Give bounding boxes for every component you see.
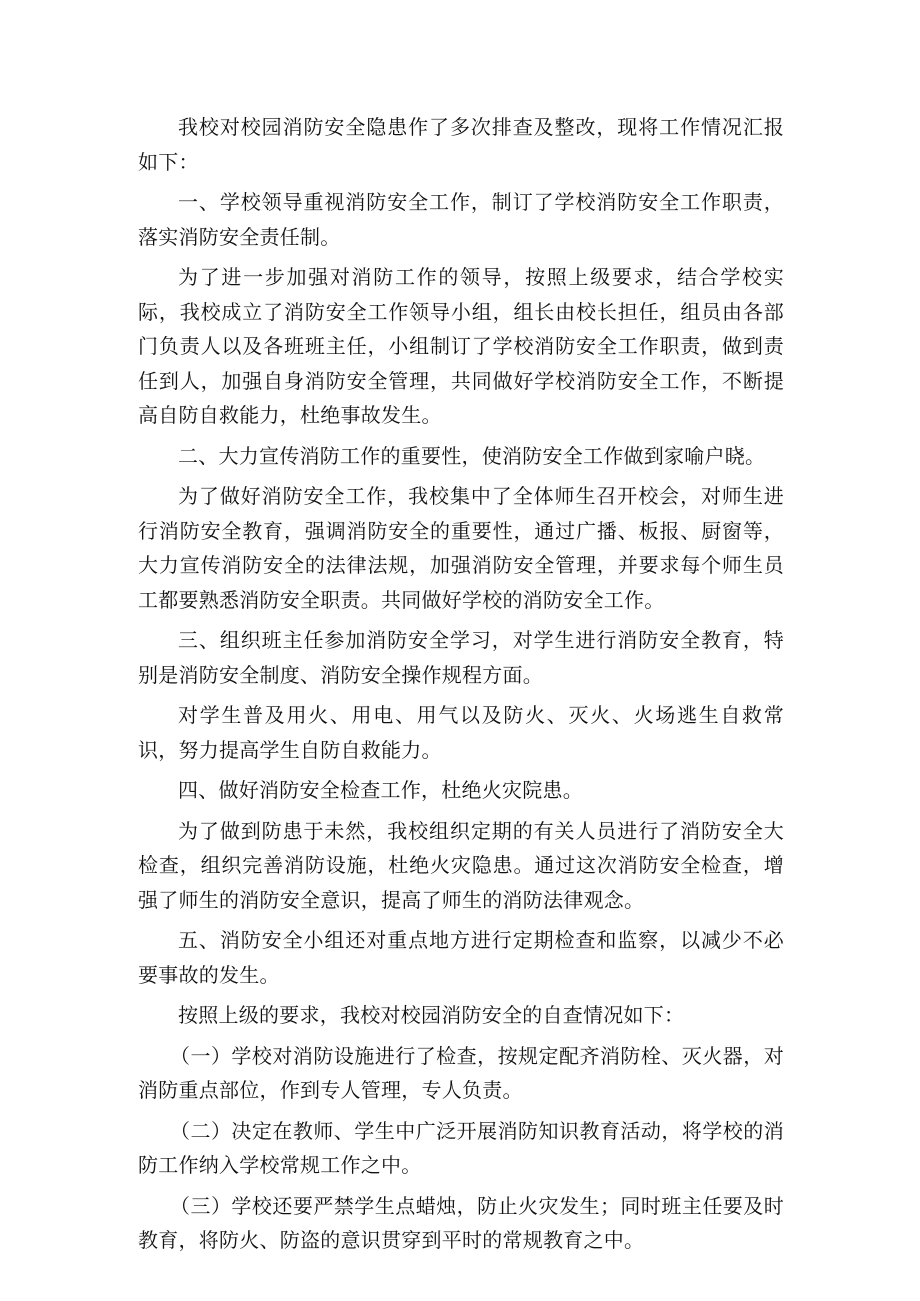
- paragraph-section-5-heading: 五、消防安全小组还对重点地方进行定期检查和监察，以减少不必要事故的发生。: [138, 928, 784, 987]
- paragraph-section-3-heading: 三、组织班主任参加消防安全学习，对学生进行消防安全教育，特别是消防安全制度、消防安全操作规程方面。: [138, 628, 784, 687]
- paragraph-section-4-body: 为了做到防患于未然，我校组织定期的有关人员进行了消防安全大检查，组织完善消防设施，杜绝火灾隐患。通过这次消防安全检查，增强了师生的消防安全意识，提高了师生的消防法律观念。: [138, 818, 784, 912]
- paragraph-self-check-item-1: （一）学校对消防设施进行了检查，按规定配齐消防栓、灭火器，对消防重点部位，作到专人管理，专人负责。: [138, 1043, 784, 1102]
- paragraph-self-check-item-3: （三）学校还要严禁学生点蜡烛，防止火灾发生；同时班主任要及时教育，将防火、防盗的意识贯穿到平时的常规教育之中。: [138, 1193, 784, 1252]
- paragraph-section-2-body: 为了做好消防安全工作，我校集中了全体师生召开校会，对师生进行消防安全教育，强调消防安全的重要性，通过广播、板报、厨窗等，大力宣传消防安全的法律法规，加强消防安全管理，并要求每个师生员工都要熟悉消防安全职责。共同做好学校的消防安全工作。: [138, 484, 784, 612]
- document-body: [138, 110, 784, 1264]
- paragraph-section-1-heading: 一、学校领导重视消防安全工作，制订了学校消防安全工作职责，落实消防安全责任制。: [138, 190, 784, 249]
- paragraph-intro: 我校对校园消防安全隐患作了多次排查及整改，现将工作情况汇报如下：: [138, 115, 784, 174]
- paragraph-self-check-item-2: （二）决定在教师、学生中广泛开展消防知识教育活动，将学校的消防工作纳入学校常规工作之中。: [138, 1118, 784, 1177]
- paragraph-section-3-body: 对学生普及用火、用电、用气以及防火、灭火、火场逃生自救常识，努力提高学生自防自救能力。: [138, 703, 784, 762]
- paragraph-section-1-body: 为了进一步加强对消防工作的领导，按照上级要求，结合学校实际，我校成立了消防安全工作领导小组，组长由校长担任，组员由各部门负责人以及各班班主任，小组制订了学校消防安全工作职责，做到责任到人，加强自身消防安全管理，共同做好学校消防安全工作，不断提高自防自救能力，杜绝事故发生。: [138, 265, 784, 427]
- paragraph-section-4-heading: 四、做好消防安全检查工作，杜绝火灾院患。: [178, 778, 583, 802]
- paragraph-section-2-heading: 二、大力宣传消防工作的重要性，使消防安全工作做到家喻户晓。: [178, 443, 766, 468]
- paragraph-self-check-intro: 按照上级的要求，我校对校园消防安全的自查情况如下：: [178, 1003, 685, 1027]
